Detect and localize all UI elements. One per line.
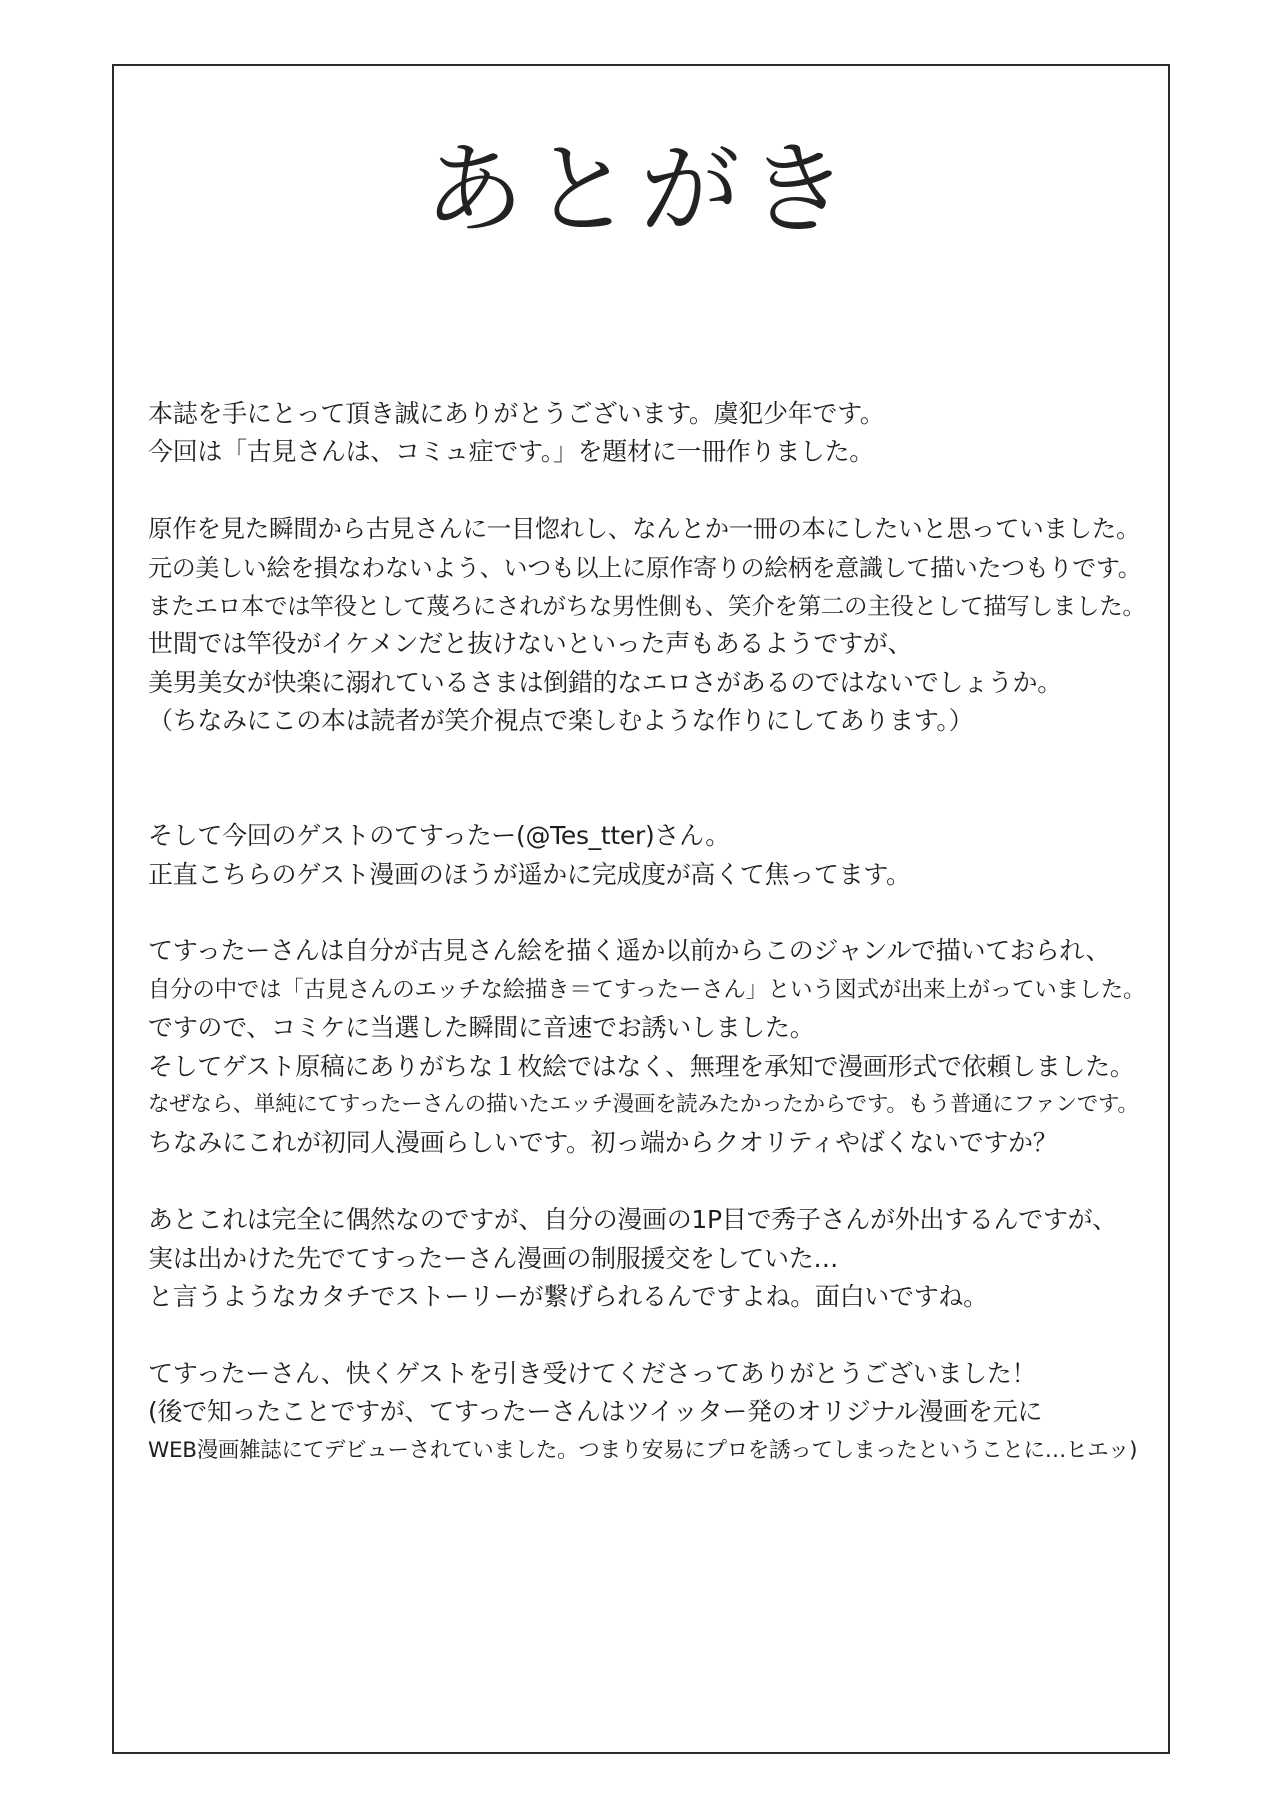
text-line: そしてゲスト原稿にありがちな１枚絵ではなく、無理を承知で漫画形式で依頼しました。 — [148, 1051, 1135, 1081]
paragraph-motivation — [148, 510, 1148, 740]
text-line: なぜなら、単純にてすったーさんの描いたエッチ漫画を読みたかったからです。もう普通にファンです。 — [148, 1092, 1139, 1118]
text-line: (後で知ったことですが、てすったーさんはツイッター発のオリジナル漫画を元に — [148, 1397, 1043, 1427]
text-line: てすったーさんは自分が古見さん絵を描く遥か以前からこのジャンルで描いておられ、 — [148, 936, 1111, 966]
text-line: 実は出かけた先でてすったーさん漫画の制服援交をしていた… — [148, 1243, 839, 1273]
text-line: 元の美しい絵を損なわないよう、いつも以上に原作寄りの絵柄を意識して描いたつもりです。 — [148, 553, 1142, 582]
text-line: 美男美女が快楽に溺れているさまは倒錯的なエロさがあるのではないでしょうか。 — [148, 667, 1062, 697]
text-line: 自分の中では「古見さんのエッチな絵描き＝てすったーさん」という図式が出来上がっていました。 — [148, 976, 1146, 1003]
paragraph-greeting — [148, 395, 1148, 472]
text-line: あとこれは完全に偶然なのですが、自分の漫画の1P目で秀子さんが外出するんですが、 — [148, 1205, 1117, 1235]
afterword-body — [148, 395, 1148, 1470]
text-line: 本誌を手にとって頂き誠にありがとうございます。虞犯少年です。 — [148, 399, 885, 428]
text-line: またエロ本では竿役として蔑ろにされがちな男性側も、笑介を第二の主役として描写しました。 — [148, 591, 1146, 620]
text-line: 正直こちらのゲスト漫画のほうが遥かに完成度が高くて焦ってます。 — [148, 859, 911, 889]
paragraph-guest-intro — [148, 817, 1148, 894]
text-line: WEB漫画雑誌にてデビューされていました。つまり安易にプロを誘ってしまったということに…ヒエッ) — [148, 1437, 1138, 1463]
text-line: と言うようなカタチでストーリーが繋げられるんですよね。面白いですね。 — [148, 1282, 988, 1311]
text-line: そして今回のゲストのてすったー(@Tes_tter)さん。 — [148, 821, 731, 851]
paragraph-thanks — [148, 1355, 1148, 1470]
paragraph-guest-story — [148, 932, 1148, 1162]
text-line: てすったーさん、快くゲストを引き受けてくださってありがとうございました！ — [148, 1358, 1037, 1388]
text-line: 世間では竿役がイケメンだと抜けないといった声もあるようですが、 — [148, 629, 913, 659]
text-line: 原作を見た瞬間から古見さんに一目惚れし、なんとか一冊の本にしたいと思っていました。 — [148, 514, 1141, 544]
paragraph-coincidence — [148, 1201, 1148, 1316]
text-line: ですので、コミケに当選した瞬間に音速でお誘いしました。 — [148, 1013, 815, 1043]
text-line: ちなみにこれが初同人漫画らしいです。初っ端からクオリティやばくないですか？ — [148, 1128, 1058, 1158]
text-line: （ちなみにこの本は読者が笑介視点で楽しむような作りにしてあります。） — [148, 706, 974, 736]
page-title: あとがき — [424, 131, 856, 248]
text-line: 今回は「古見さんは、コミュ症です。」を題材に一冊作りました。 — [148, 437, 875, 467]
